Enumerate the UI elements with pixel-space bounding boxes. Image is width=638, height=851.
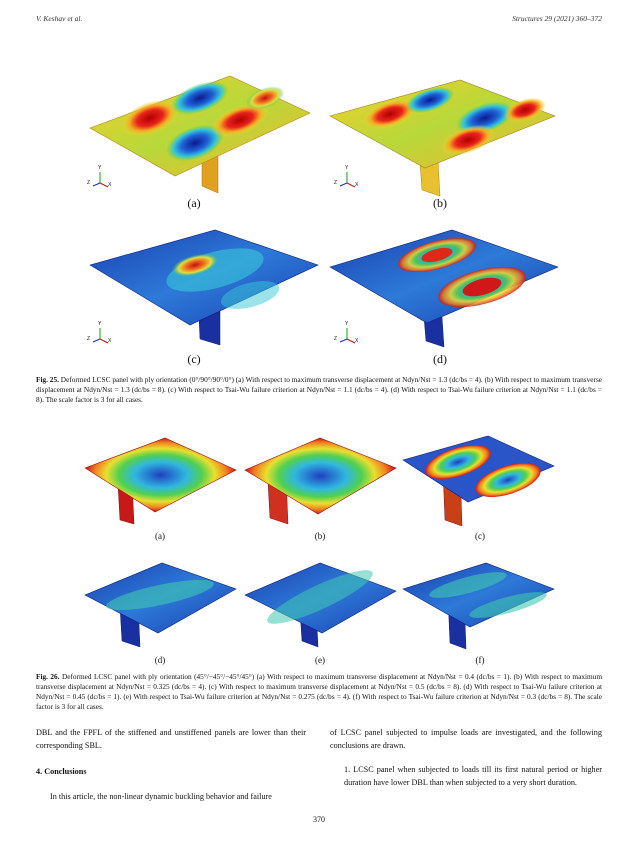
figure-25-caption-label: Fig. 25.: [36, 375, 59, 384]
figure-25-caption-text: Deformed LCSC panel with ply orientation (0°/90°/90°/0°) (a) With respect to maximum transverse displacement at Ndyn/Nst = 1.3 (dc/bs = 4). (b) With respect to maximum transverse displacement at Ndyn/Nst = 1.3 (dc/bs = 8). (c) With respect to Tsai-Wu failure criterion at Ndyn/Nst = 1.1 (dc/bs = 4). (d) With respect to Tsai-Wu failure criterion at Ndyn/Nst = 1.1 (dc/bs = 8). The scale factor is 3 for all cases.: [36, 375, 603, 404]
figure-26c-contour-plot: [398, 430, 558, 530]
figure-25a-contour-plot: [80, 58, 315, 198]
figure-25d-label: (d): [433, 352, 447, 366]
page-number: 370: [313, 815, 325, 824]
axis-letter: X: [355, 338, 359, 344]
running-header-journal: Structures 29 (2021) 360–372: [512, 14, 602, 23]
right-column: [330, 727, 602, 789]
axis-triad-25d: [335, 323, 359, 347]
conclusion-item-1: 1. LCSC panel when subjected to loads till its first natural period or higher duration have lower DBL than when subjected to a very short duration.: [344, 765, 602, 787]
section-heading: 4. Conclusions: [36, 767, 87, 776]
figure-26b-label: (b): [314, 531, 326, 541]
figure-26a-label: (a): [155, 531, 165, 541]
figure-26f-label: (f): [475, 655, 485, 665]
figure-26-caption-label: Fig. 26.: [36, 672, 60, 681]
figure-25a-label: (a): [187, 196, 201, 210]
left-column: [36, 727, 306, 803]
axis-letter: X: [108, 182, 112, 188]
figure-25-caption: [36, 375, 602, 405]
axis-letter: Y: [345, 321, 349, 327]
figure-26e-label: (e): [315, 655, 325, 665]
axis-triad-25c: [88, 323, 112, 347]
figure-25c-contour-plot: [80, 215, 320, 350]
figure-25b-label: (b): [433, 196, 447, 210]
axis-letter: X: [108, 338, 112, 344]
figure-26a-contour-plot: [80, 430, 240, 530]
figure-25c-label: (c): [187, 352, 201, 366]
axis-letter: Z: [334, 336, 338, 342]
running-header-authors: V. Keshav et al.: [36, 14, 83, 23]
figure-26d-label: (d): [154, 655, 166, 665]
figure-26e-contour-plot: [240, 555, 400, 650]
figure-26c-label: (c): [475, 531, 485, 541]
left-paragraph-2: In this article, the non-linear dynamic buckling behavior and failure: [50, 791, 272, 801]
figure-26-caption: [36, 672, 602, 712]
figure-26f-contour-plot: [398, 555, 558, 650]
axis-letter: Y: [98, 165, 102, 171]
axis-letter: Z: [87, 336, 91, 342]
axis-letter: Z: [87, 180, 91, 186]
figure-26-caption-text: Deformed LCSC panel with ply orientation (45°/−45°/−45°/45°) (a) With respect to maximum transverse displacement at Ndyn/Nst = 0.4 (dc/bs = 1). (b) With respect to maximum transverse displacement at Ndyn/Nst = 0.325 (dc/bs = 4). (c) With respect to maximum transverse displacement at Ndyn/Nst = 0.5 (dc/bs = 8). (d) With respect to Tsai-Wu failure criterion at Ndyn/Nst = 0.45 (dc/bs = 1). (e) With respect to Tsai-Wu failure criterion at Ndyn/Nst = 0.275 (dc/bs = 4). (f) With respect to Tsai-Wu failure criterion at Ndyn/Nst = 0.3 (dc/bs = 8). The scale factor is 3 for all cases.: [36, 672, 602, 711]
left-paragraph: DBL and the FPFL of the stiffened and unstiffened panels are lower than their corresponding SBL.: [36, 728, 306, 750]
axis-letter: Z: [334, 180, 338, 186]
axis-triad-25a: [88, 167, 112, 191]
figure-26d-contour-plot: [80, 555, 240, 650]
axis-letter: Y: [98, 321, 102, 327]
axis-triad-25b: [335, 167, 359, 191]
axis-letter: X: [355, 182, 359, 188]
figure-26b-contour-plot: [240, 430, 400, 530]
right-paragraph: of LCSC panel subjected to impulse loads are investigated, and the following conclusions are drawn.: [330, 728, 602, 750]
axis-letter: Y: [345, 165, 349, 171]
